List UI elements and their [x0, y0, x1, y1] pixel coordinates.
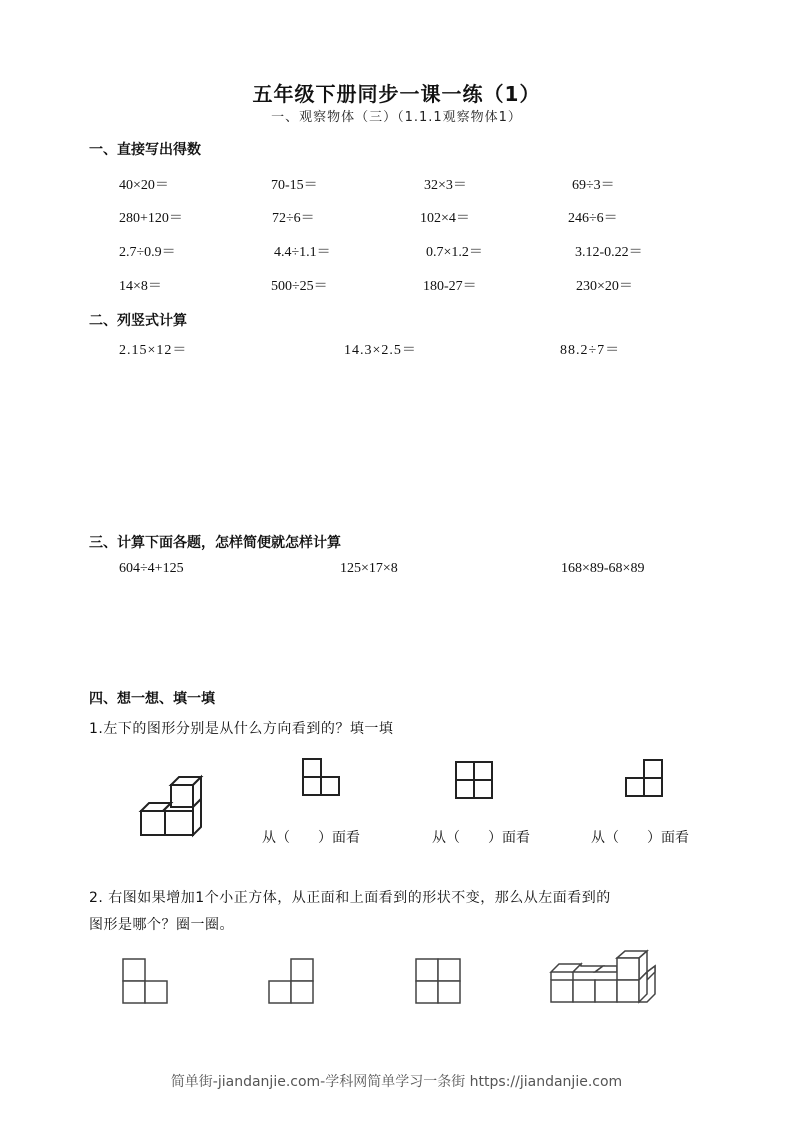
question-2-line-1: 2. 右图如果增加1个小正方体，从正面和上面看到的形状不变，那么从左面看到的: [89, 890, 611, 906]
footer-watermark: 简单街-jiandanjie.com-学科网简单学习一条街 https://jiandanjie.com: [170, 1074, 623, 1090]
equation: 4.4÷1.1＝: [274, 245, 331, 260]
equation: 32×3＝: [424, 178, 467, 193]
page-subtitle: 一、观察物体（三）（1.1.1观察物体1）: [271, 110, 522, 125]
vertical-calc-problem: 14.3×2.5＝: [344, 343, 417, 358]
cube-row-3d-figure: [550, 950, 660, 1006]
vertical-calc-problem: 88.2÷7＝: [560, 343, 621, 358]
equation: 230×20＝: [576, 279, 633, 294]
view-l-shape-left-tall: [302, 758, 342, 798]
cube-stack-3d-figure: [140, 775, 205, 837]
equation: 280+120＝: [119, 211, 183, 226]
direction-caption: 从（ ）面看: [432, 830, 530, 846]
equation: 102×4＝: [420, 211, 470, 226]
view-l-shape-right-tall: [625, 759, 665, 799]
question-1-text: 1.左下的图形分别是从什么方向看到的？填一填: [89, 721, 394, 737]
section-2-heading: 二、列竖式计算: [89, 313, 187, 329]
direction-caption: 从（ ）面看: [591, 830, 689, 846]
simplify-problem: 604÷4+125: [119, 561, 184, 576]
equation: 72÷6＝: [272, 211, 315, 226]
vertical-calc-problem: 2.15×12＝: [119, 343, 188, 358]
equation: 246÷6＝: [568, 211, 618, 226]
section-3-heading: 三、计算下面各题，怎样简便就怎样计算: [89, 535, 341, 551]
direction-caption: 从（ ）面看: [262, 830, 360, 846]
equation: 500÷25＝: [271, 279, 328, 294]
question-2-line-2: 图形是哪个？圈一圈。: [89, 917, 234, 933]
equation: 2.7÷0.9＝: [119, 245, 176, 260]
equation: 69÷3＝: [572, 178, 615, 193]
equation: 14×8＝: [119, 279, 162, 294]
view-2x2-square: [455, 761, 495, 801]
option-l-shape-left-tall[interactable]: [122, 958, 172, 1008]
option-2x2-square[interactable]: [415, 958, 465, 1008]
page-title: 五年级下册同步一课一练（1）: [252, 82, 541, 106]
equation: 180-27＝: [423, 279, 477, 294]
section-1-heading: 一、直接写出得数: [89, 142, 201, 158]
simplify-problem: 125×17×8: [340, 561, 398, 576]
equation: 3.12-0.22＝: [575, 245, 643, 260]
section-4-heading: 四、想一想、填一填: [89, 691, 215, 707]
simplify-problem: 168×89-68×89: [561, 561, 645, 576]
equation: 40×20＝: [119, 178, 169, 193]
option-l-shape-right-tall[interactable]: [268, 958, 318, 1008]
equation: 0.7×1.2＝: [426, 245, 483, 260]
equation: 70-15＝: [271, 178, 318, 193]
